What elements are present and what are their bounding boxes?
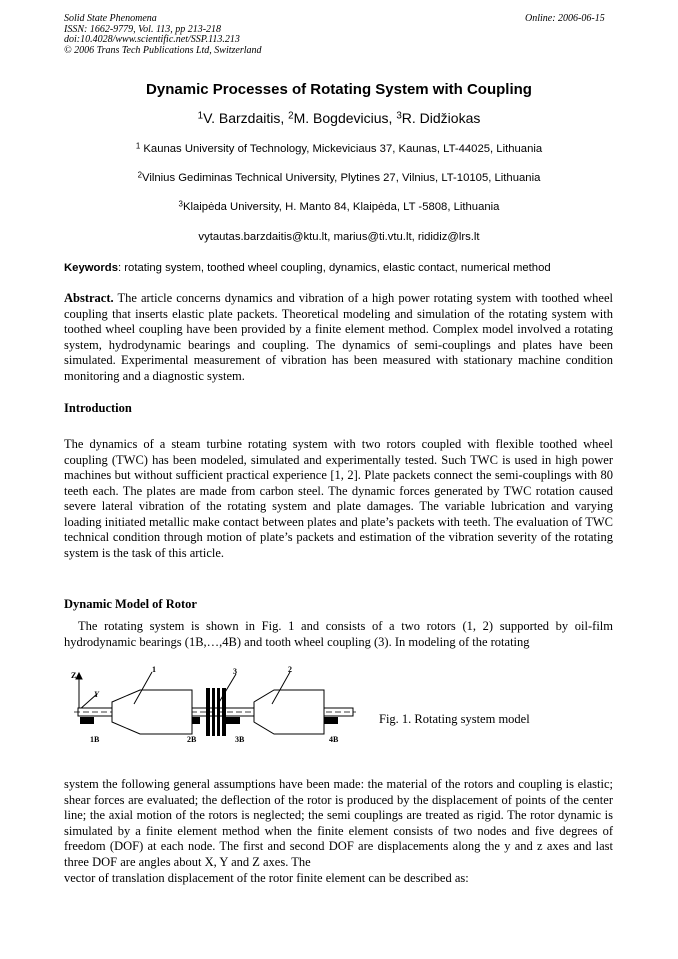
abstract-label: Abstract.	[64, 291, 114, 305]
affiliation-sup: 2	[137, 170, 143, 180]
rotor-1	[112, 690, 192, 734]
online-date: Online: 2006-06-15	[525, 13, 605, 24]
dynamic-model-heading: Dynamic Model of Rotor	[64, 597, 197, 611]
vector-text: vector of translation displacement of the rotor finite element can be described as:	[64, 871, 469, 885]
affiliation-text: Klaipėda University, H. Manto 84, Klaipėda, LT -5808, Lithuania	[182, 201, 500, 213]
paper-title: Dynamic Processes of Rotating System with Coupling	[146, 81, 532, 98]
affiliation-sup: 1	[135, 141, 141, 151]
author-name: M. Bogdevicius,	[293, 110, 397, 126]
figure-caption: Fig. 1. Rotating system model	[379, 712, 530, 726]
axis-z-label: Z	[71, 671, 77, 680]
rotor-2	[254, 690, 324, 734]
introduction-text: The dynamics of a steam turbine rotating system with two rotors coupled with flexible toothed wheel coupling (TWC) has been modeled, simulated and experimentally tested. Such TWC is used in high power machines but without sufficient practical experience [1, 2]. Plate packets connect the semi-couplings with 80 teeth each. The plates are made from carbon steel. The dynamic forces generated by TWC rotation caused severe lateral vibration of the rotating system and plate damages. The variable lubrication and varying loading initiated metallic make contact between plates and plate’s packets with teeth. The evaluation of TWC technical condition through motion of plate’s packets and estimation of the vibration severity of the rotating system is the task of this article.	[64, 437, 613, 560]
introduction-heading: Introduction	[64, 401, 132, 415]
author-sup: 1	[197, 110, 204, 122]
author-name: V. Barzdaitis,	[203, 110, 289, 126]
affiliation-text: Kaunas University of Technology, Mickeviciaus 37, Kaunas, LT-44025, Lithuania	[140, 143, 543, 155]
abstract-text: The article concerns dynamics and vibration of a high power rotating system with toothed wheel coupling that inserts elastic plate packets. Theoretical modeling and simulation of the rotating system with toothed wheel coupling have been provided by a finite element method. Complex model involved a rotating system, hydrodynamic bearings and coupling. The dynamics of semi-couplings and plates have been simulated. Experimental measurement of vibration has been measured with stationary machine condition monitoring and a diagnostic system.	[64, 291, 613, 383]
rotor-1-label: 1	[152, 665, 156, 674]
bearing-2b-label: 2B	[187, 735, 197, 744]
bearing-1b-label: 1B	[90, 735, 100, 744]
author-sup: 3	[396, 110, 402, 122]
issn-line: ISSN: 1662-9779, Vol. 113, pp 213-218	[64, 23, 222, 35]
bearing-4b-label: 4B	[329, 735, 339, 744]
affiliation-1	[0, 143, 678, 155]
rotor-2-label: 2	[288, 665, 292, 674]
copyright-line: © 2006 Trans Tech Publications Ltd, Switzerland	[64, 44, 262, 56]
coupling-label: 3	[233, 667, 237, 676]
assumptions-text: system the following general assumptions have been made: the material of the rotors and coupling is elastic; shear forces are evaluated; the deflection of the rotor is produced by the displacement of points of the center line; the axial motion of the rotors is neglected; the semi couplings are treated as rigid. The rotor dynamic is simulated by a finite element method when the finite element consists of two nodes and five degrees of freedom (DOF) at each node. The first and second DOF are displacements along the y and z axes and last three DOF are angles about X, Y and Z axes. The	[64, 777, 613, 869]
author-emails: vytautas.barzdaitis@ktu.lt, marius@ti.vtu.lt, rididiz@lrs.lt	[198, 231, 480, 243]
author-name: R. Didžiokas	[401, 110, 481, 126]
abstract	[64, 291, 613, 384]
rotating-system-figure	[70, 664, 360, 746]
affiliation-text: Vilnius Gediminas Technical University, Plytines 27, Vilnius, LT-10105, Lithuania	[142, 172, 541, 184]
bearing-3b-label: 3B	[235, 735, 245, 744]
author-sup: 2	[288, 110, 294, 122]
author-list	[0, 110, 678, 126]
axis-y-label: Y	[94, 690, 99, 699]
affiliation-3	[0, 201, 678, 213]
keywords-text: : rotating system, toothed wheel coupling, dynamics, elastic contact, numerical method	[118, 262, 551, 274]
dynamic-model-text: The rotating system is shown in Fig. 1 and consists of a two rotors (1, 2) supported by oil-film hydrodynamic bearings (1B,…,4B) and tooth wheel coupling (3). In modeling of the rotating	[64, 619, 613, 649]
affiliation-2	[0, 172, 678, 184]
doi-line: doi:10.4028/www.scientific.net/SSP.113.213	[64, 34, 240, 45]
running-header	[64, 14, 262, 56]
keywords	[64, 262, 551, 274]
affiliation-sup: 3	[178, 199, 183, 209]
keywords-label: Keywords	[64, 262, 118, 274]
journal-name: Solid State Phenomena	[64, 13, 157, 24]
